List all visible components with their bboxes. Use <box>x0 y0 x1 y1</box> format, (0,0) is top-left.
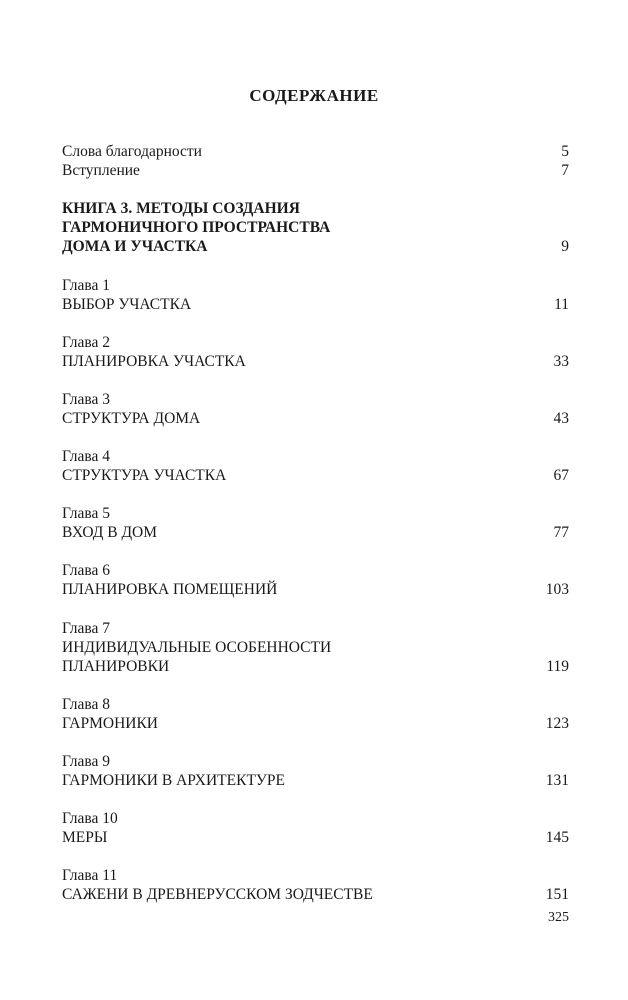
chapter-title[interactable]: ПЛАНИРОВКА УЧАСТКА <box>62 353 246 370</box>
chapter-title[interactable]: ВХОД В ДОМ <box>62 524 157 541</box>
chapter-label: Глава 2 <box>62 334 111 351</box>
chapter-label: Глава 10 <box>62 810 118 827</box>
page-number: 131 <box>545 772 569 789</box>
page-number: 11 <box>554 296 569 313</box>
page-number: 77 <box>553 524 569 541</box>
page-number: 145 <box>545 829 569 846</box>
chapter-label: Глава 8 <box>62 696 111 713</box>
folio-page-number: 325 <box>548 910 569 925</box>
chapter-label: Глава 6 <box>62 562 111 579</box>
chapter-label: Глава 5 <box>62 505 111 522</box>
page-title: СОДЕРЖАНИЕ <box>249 86 379 105</box>
chapter-title[interactable]: ПЛАНИРОВКИ <box>62 658 170 675</box>
book-title-line[interactable]: ГАРМОНИЧНОГО ПРОСТРАНСТВА <box>62 219 331 236</box>
chapter-label: Глава 1 <box>62 277 111 294</box>
chapter-title[interactable]: ПЛАНИРОВКА ПОМЕЩЕНИЙ <box>62 581 278 598</box>
page-number: 151 <box>545 886 569 903</box>
chapter-title[interactable]: САЖЕНИ В ДРЕВНЕРУССКОМ ЗОДЧЕСТВЕ <box>62 886 373 903</box>
page-number: 103 <box>545 581 569 598</box>
chapter-label: Глава 3 <box>62 391 111 408</box>
page-number: 7 <box>561 162 569 179</box>
chapter-title[interactable]: ВЫБОР УЧАСТКА <box>62 296 192 313</box>
chapter-title[interactable]: ГАРМОНИКИ В АРХИТЕКТУРЕ <box>62 772 285 789</box>
page-number: 33 <box>553 353 569 370</box>
chapter-title[interactable]: ИНДИВИДУАЛЬНЫЕ ОСОБЕННОСТИ <box>62 639 332 656</box>
chapter-title[interactable]: ГАРМОНИКИ <box>62 715 158 732</box>
book-title-line[interactable]: ДОМА И УЧАСТКА <box>62 238 208 255</box>
toc-entry-acknowledgements[interactable]: Слова благодарности <box>62 143 202 160</box>
chapter-label: Глава 9 <box>62 753 111 770</box>
book-title-line[interactable]: КНИГА 3. МЕТОДЫ СОЗДАНИЯ <box>62 200 300 217</box>
page-number: 67 <box>553 467 569 484</box>
page-number: 119 <box>546 658 569 675</box>
page-number: 5 <box>561 143 569 160</box>
page-number: 123 <box>545 715 569 732</box>
chapter-label: Глава 4 <box>62 448 111 465</box>
chapter-title[interactable]: СТРУКТУРА ДОМА <box>62 410 201 427</box>
toc-entry-introduction[interactable]: Вступление <box>62 162 140 179</box>
chapter-title[interactable]: СТРУКТУРА УЧАСТКА <box>62 467 227 484</box>
chapter-title[interactable]: МЕРЫ <box>62 829 108 846</box>
chapter-label: Глава 11 <box>62 867 118 884</box>
page-number: 9 <box>561 238 569 255</box>
chapter-label: Глава 7 <box>62 620 111 637</box>
page-number: 43 <box>553 410 569 427</box>
